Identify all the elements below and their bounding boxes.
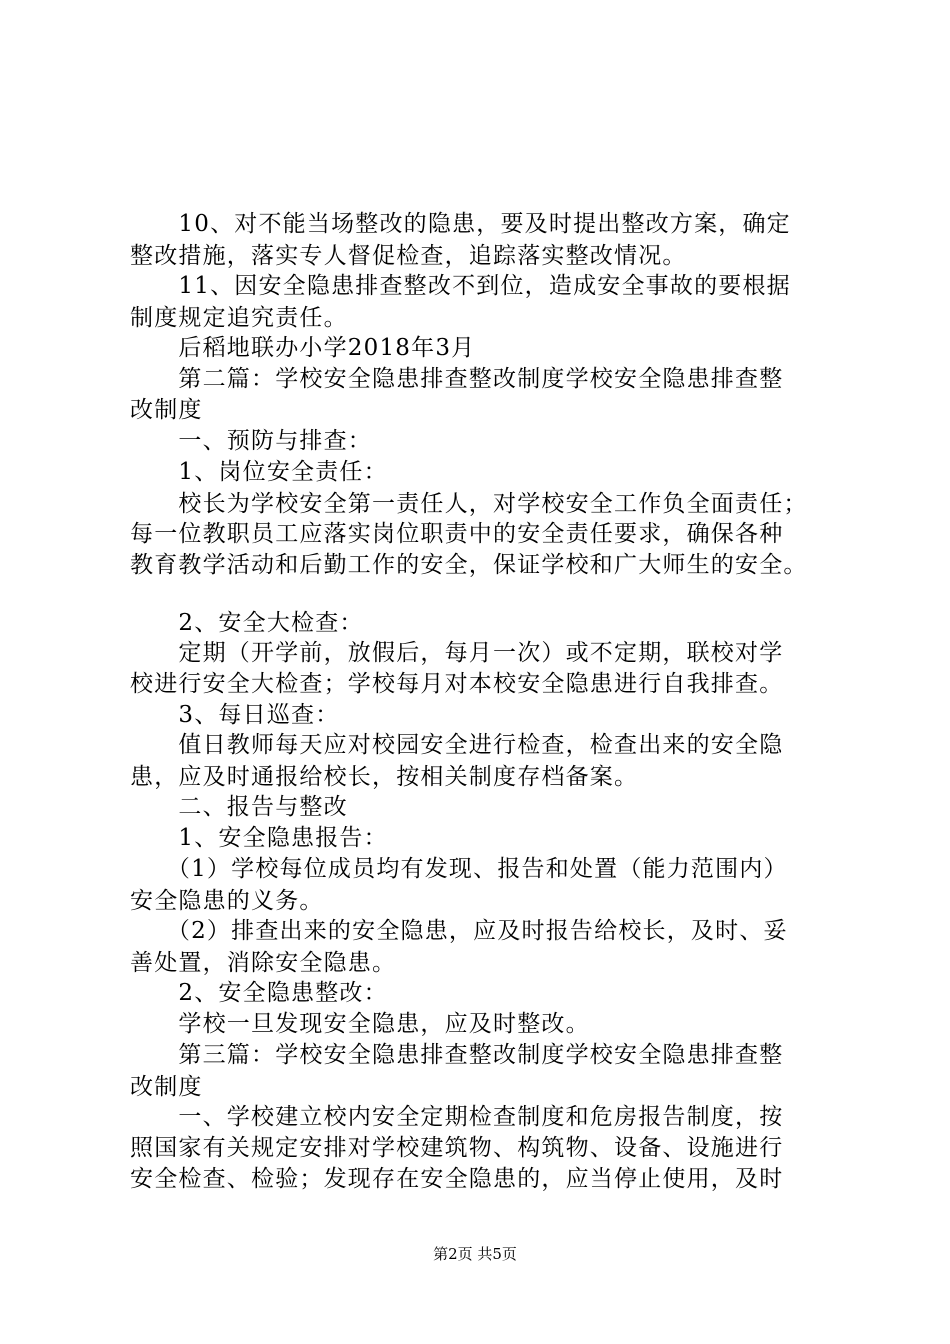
text-line: 整改措施，落实专人督促检查，追踪落实整改情况。 — [130, 243, 687, 269]
text-line: 教育教学活动和后勤工作的安全，保证学校和广大师生的安全。 — [130, 552, 808, 578]
text-line: 3、每日巡查： — [130, 702, 340, 728]
text-line: 后稻地联办小学2018年3月 — [130, 335, 476, 361]
text-line: 照国家有关规定安排对学校建筑物、构筑物、设备、设施进行 — [130, 1135, 784, 1161]
text-line: 一、学校建立校内安全定期检查制度和危房报告制度，按 — [130, 1104, 784, 1130]
text-line: 2、安全大检查： — [130, 610, 364, 636]
text-line: 善处置，消除安全隐患。 — [130, 950, 397, 976]
text-line: 2、安全隐患整改： — [130, 980, 388, 1006]
text-line: 校长为学校安全第一责任人，对学校安全工作负全面责任； — [130, 491, 808, 517]
text-line: （1）学校每位成员均有发现、报告和处置（能力范围内） — [130, 856, 788, 882]
text-line: 患，应及时通报给校长，按相关制度存档备案。 — [130, 764, 639, 790]
text-line: 第三篇：学校安全隐患排查整改制度学校安全隐患排查整 — [130, 1042, 784, 1068]
text-line: 制度规定追究责任。 — [130, 305, 348, 331]
text-line: （2）排查出来的安全隐患，应及时报告给校长，及时、妥 — [130, 918, 788, 944]
text-line: 改制度 — [130, 397, 203, 423]
text-line: 安全隐患的义务。 — [130, 888, 324, 914]
text-line: 校进行安全大检查；学校每月对本校安全隐患进行自我排查。 — [130, 671, 784, 697]
text-line: 改制度 — [130, 1074, 203, 1100]
text-line: 1、岗位安全责任： — [130, 459, 388, 485]
text-line: 定期（开学前，放假后，每月一次）或不定期，联校对学 — [130, 640, 784, 666]
page-footer: 第2页 共5页 — [433, 1245, 517, 1263]
text-line: 一、预防与排查： — [130, 428, 372, 454]
text-line: 安全检查、检验；发现存在安全隐患的，应当停止使用，及时 — [130, 1166, 784, 1192]
text-line: 11、因安全隐患排查整改不到位，造成安全事故的要根据 — [130, 273, 791, 299]
text-line: 第二篇：学校安全隐患排查整改制度学校安全隐患排查整 — [130, 366, 784, 392]
text-line: 学校一旦发现安全隐患，应及时整改。 — [130, 1011, 590, 1037]
text-line: 值日教师每天应对校园安全进行检查，检查出来的安全隐 — [130, 732, 784, 758]
text-line: 每一位教职员工应落实岗位职责中的安全责任要求，确保各种 — [130, 521, 784, 547]
text-line: 1、安全隐患报告： — [130, 825, 388, 851]
text-line: 10、对不能当场整改的隐患，要及时提出整改方案，确定 — [130, 211, 791, 237]
text-line: 二、报告与整改 — [130, 794, 348, 820]
